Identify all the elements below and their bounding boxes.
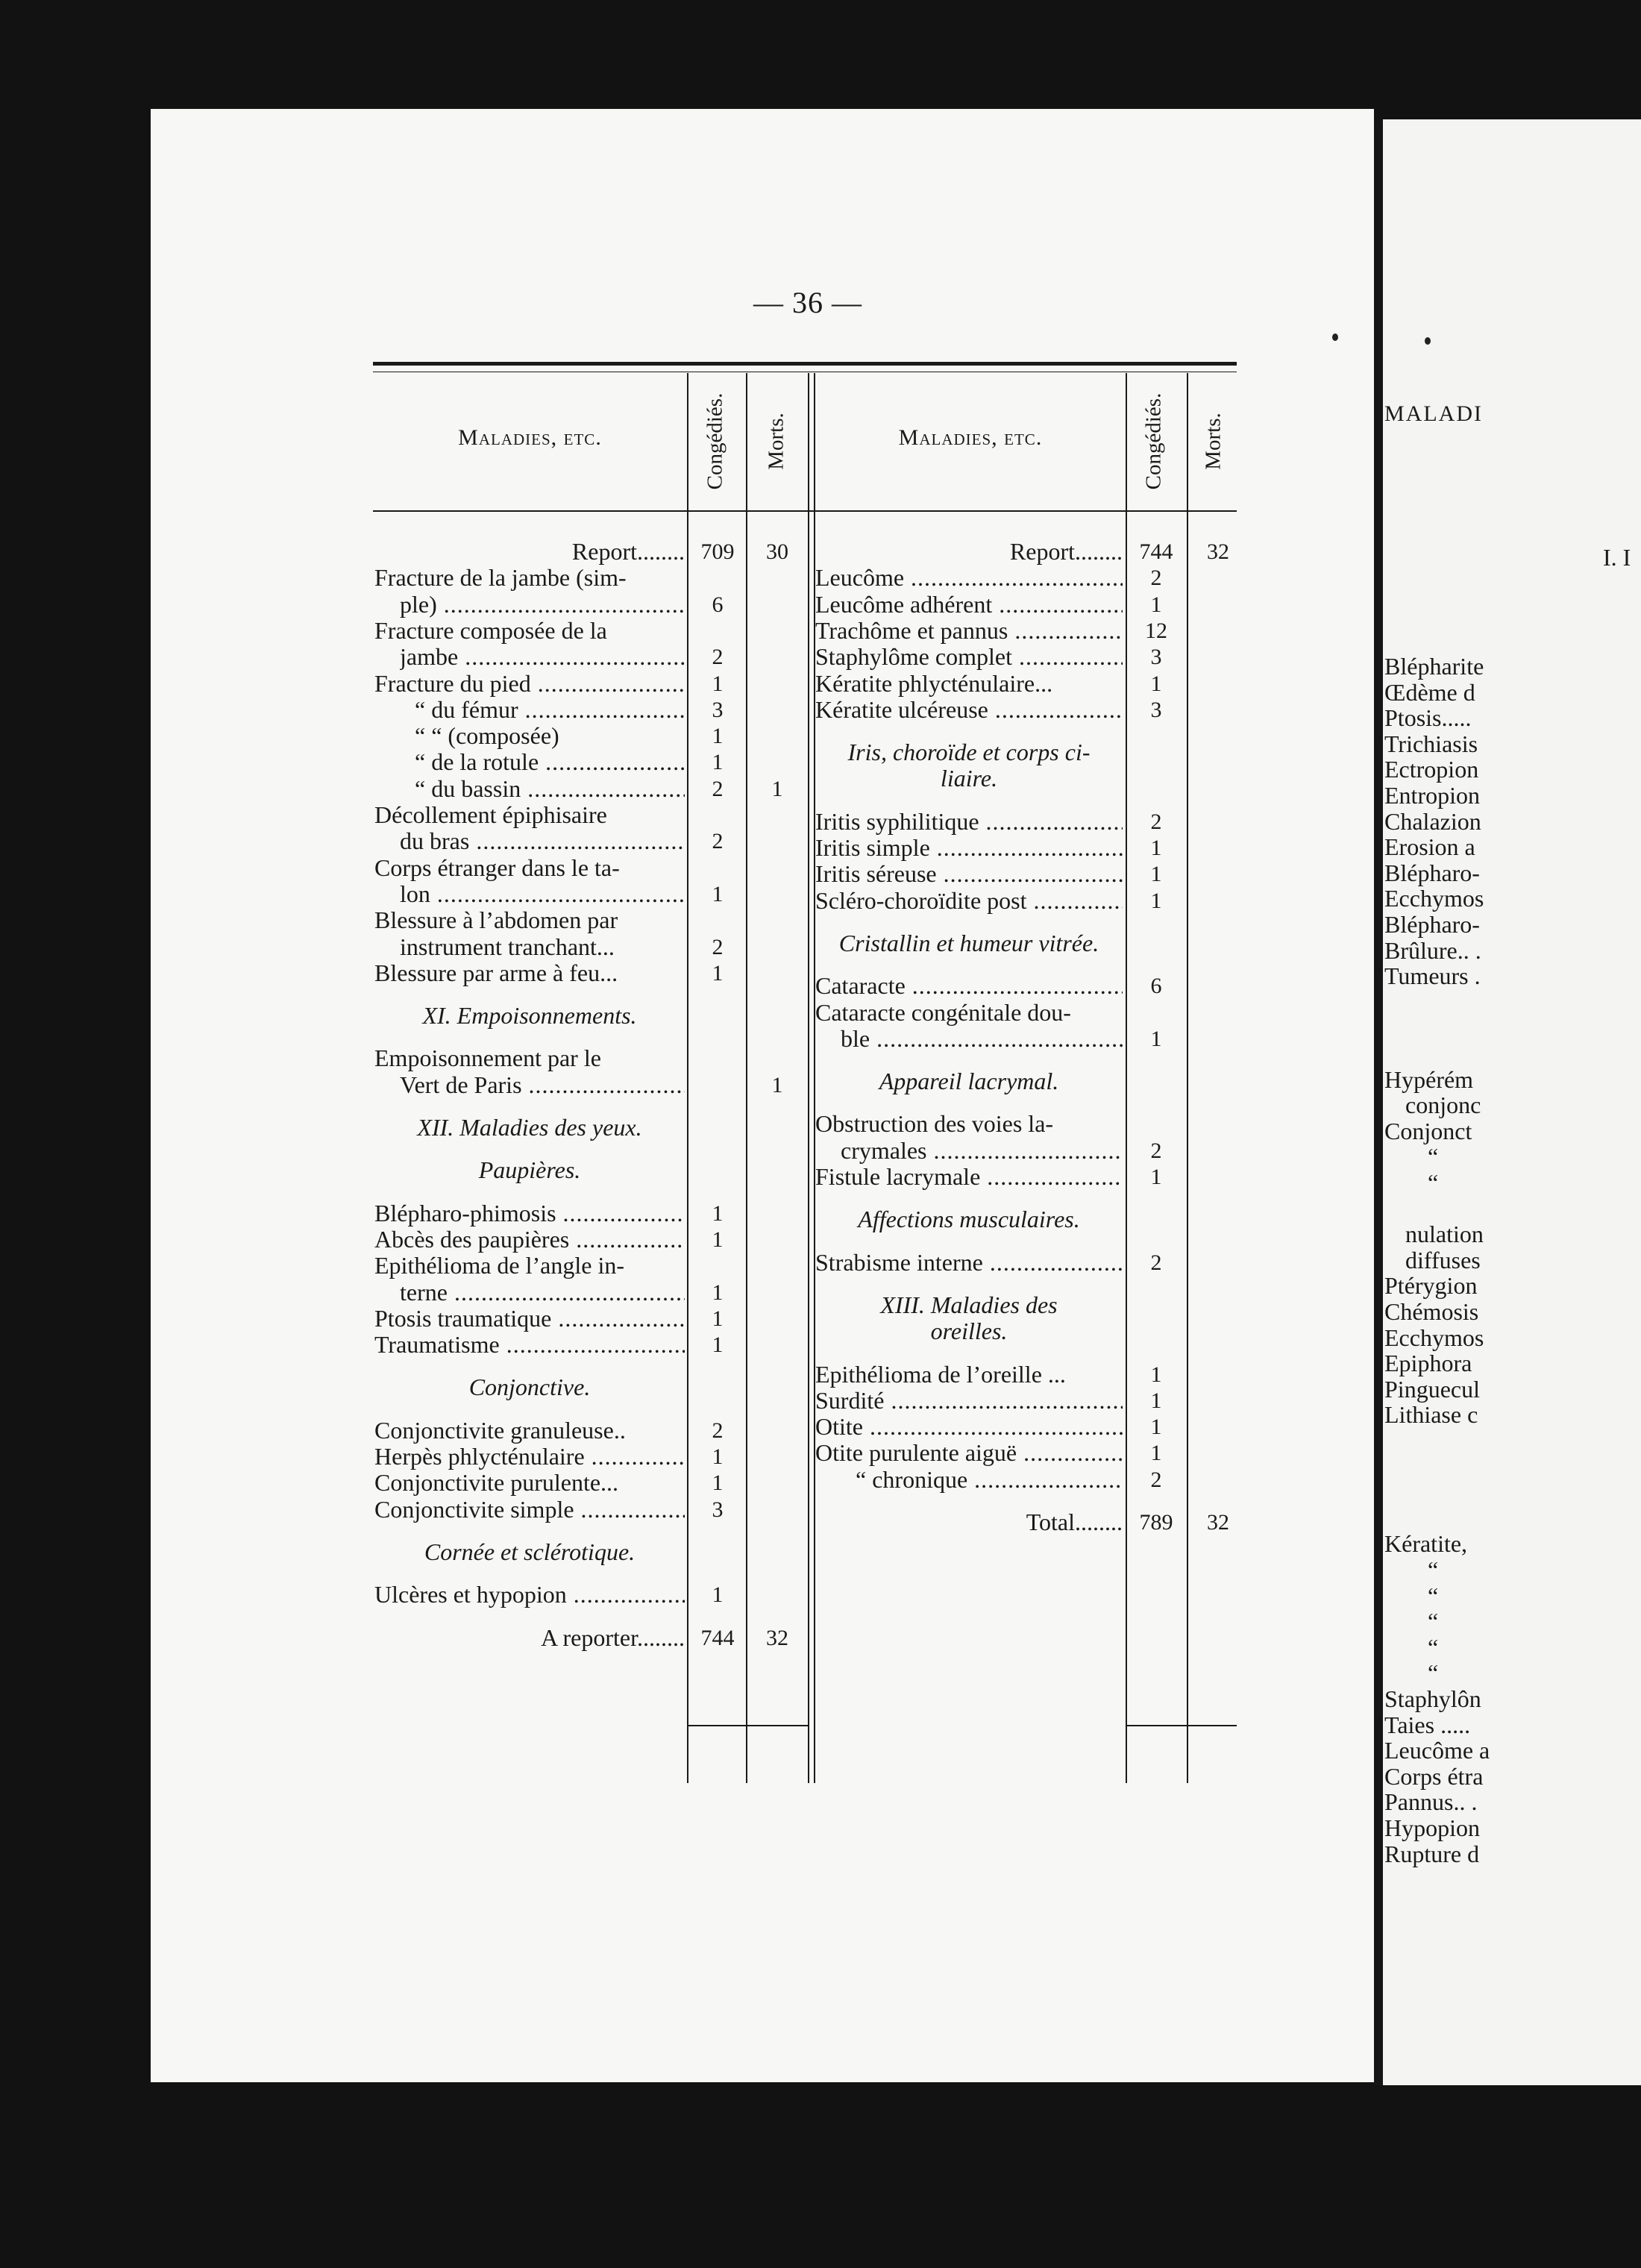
disease-label: Obstruction des voies la- <box>815 1111 1054 1138</box>
table-row <box>815 592 1248 618</box>
discharged-count: 2 <box>712 829 724 854</box>
disease-label: Conjonctivite simple ..... <box>374 1497 685 1523</box>
table-row <box>374 1306 807 1332</box>
disease-label: Iritis syphilitique ..... <box>815 809 1123 835</box>
discharged-count: 3 <box>1150 645 1162 670</box>
disease-label: Trachôme et pannus ..... <box>815 618 1123 644</box>
fragment-line: “ <box>1428 1169 1439 1196</box>
table-row <box>374 1072 807 1098</box>
table-row <box>815 1138 1248 1164</box>
section-heading <box>374 1374 807 1400</box>
table-row <box>374 934 807 960</box>
disease-label: Leucôme adhérent ..... <box>815 592 1123 618</box>
discharged-count: 6 <box>712 592 724 617</box>
table-row <box>815 1362 1248 1388</box>
table-row <box>815 1026 1248 1052</box>
disease-label: Conjonctivite purulente... <box>374 1470 619 1497</box>
section-heading <box>815 765 1248 792</box>
discharged-count: 1 <box>1150 1441 1162 1466</box>
fragment-line: Leucôme a <box>1384 1737 1490 1764</box>
discharged-count: 3 <box>712 1497 724 1522</box>
speck <box>1332 333 1338 341</box>
disease-label: Blessure par arme à feu... <box>374 959 618 986</box>
deaths-count: 30 <box>766 539 788 564</box>
section-heading <box>815 1318 1248 1344</box>
disease-label: “ chronique ..... <box>856 1467 1123 1493</box>
fragment-line: Tumeurs . <box>1384 962 1481 990</box>
table-row <box>815 973 1248 999</box>
fragment-line: “ <box>1428 1659 1439 1687</box>
discharged-count: 1 <box>712 1227 724 1252</box>
deaths-count: 1 <box>771 776 783 801</box>
fragment-line: Blépharo- <box>1384 859 1480 886</box>
disease-label: Vert de Paris ..... <box>400 1072 685 1098</box>
fragment-line: Œdème d <box>1384 678 1475 706</box>
speck <box>1425 337 1431 345</box>
disease-label: Kératite ulcéreuse ..... <box>815 697 1123 723</box>
discharged-count: 2 <box>1150 566 1162 591</box>
disease-label: Fistule lacrymale ..... <box>815 1164 1123 1190</box>
discharged-count: 1 <box>1150 1165 1162 1189</box>
discharged-count: 3 <box>1150 697 1162 722</box>
section-heading <box>815 1206 1248 1232</box>
disease-label: lon ..... <box>400 881 685 907</box>
section-title: XIII. Maladies des <box>880 1291 1058 1318</box>
disease-label: Iritis séreuse ..... <box>815 861 1123 887</box>
table-row <box>374 697 807 723</box>
deaths-count: 32 <box>1207 539 1229 564</box>
section-title: XI. Empoisonnements. <box>422 1002 637 1030</box>
section-title: oreilles. <box>930 1318 1008 1345</box>
discharged-count: 1 <box>1150 1415 1162 1440</box>
table-row <box>815 1000 1248 1026</box>
table-row <box>815 644 1248 670</box>
discharged-count: 1 <box>1150 671 1162 696</box>
section-heading <box>815 1068 1248 1094</box>
fragment-line: Pinguecul <box>1384 1375 1480 1403</box>
disease-label: Scléro-choroïdite post ..... <box>815 888 1123 914</box>
discharged-count: 1 <box>1150 888 1162 913</box>
right-page <box>1383 119 1641 2085</box>
table-row <box>374 1227 807 1253</box>
fragment-line: Ptérygion <box>1384 1272 1478 1300</box>
disease-label: Leucôme ..... <box>815 565 1123 591</box>
fragment-line: Brûlure.. . <box>1384 936 1481 964</box>
discharged-count: 2 <box>712 645 724 670</box>
discharged-count: 1 <box>712 1306 724 1331</box>
table-row <box>815 1111 1248 1137</box>
table-row <box>374 1497 807 1523</box>
disease-label: “ de la rotule ..... <box>415 749 685 775</box>
discharged-count: 2 <box>712 934 724 959</box>
table-row <box>374 723 807 749</box>
disease-label: Corps étranger dans le ta- <box>374 854 620 881</box>
table-row <box>374 881 807 907</box>
fragment-line: Ecchymos <box>1384 1323 1484 1351</box>
disease-label: instrument tranchant... <box>400 933 615 960</box>
fragment-line: Erosion a <box>1384 833 1475 861</box>
disease-label: Staphylôme complet ..... <box>815 644 1123 670</box>
section-title: Affections musculaires. <box>858 1206 1080 1233</box>
discharged-count: 1 <box>712 724 724 749</box>
disease-label: Epithélioma de l’angle in- <box>374 1253 624 1279</box>
disease-label: ble ..... <box>841 1026 1123 1052</box>
fragment-line: Ptosis..... <box>1384 704 1472 732</box>
left-header-col1: Congédiés. <box>703 392 727 490</box>
discharged-count: 2 <box>712 776 724 801</box>
fragment-line: Corps étra <box>1384 1762 1484 1790</box>
table-row <box>374 1582 807 1608</box>
disease-label: Fracture composée de la <box>374 617 607 644</box>
disease-label: Fracture de la jambe (sim- <box>374 565 627 592</box>
disease-label: Surdité ..... <box>815 1388 1123 1414</box>
discharged-count: 2 <box>1150 1250 1162 1275</box>
fragment-line: Hypérém <box>1384 1065 1474 1093</box>
discharged-count: 1 <box>1150 862 1162 887</box>
section-title: Paupières. <box>478 1156 581 1184</box>
discharged-count: 1 <box>712 1470 724 1496</box>
section-heading <box>815 1292 1248 1318</box>
discharged-count: 789 <box>1139 1510 1173 1535</box>
table-row <box>374 1253 807 1279</box>
fragment-line: nulation <box>1405 1221 1484 1248</box>
disease-label: Décollement épiphisaire <box>374 802 607 828</box>
deaths-count: 1 <box>771 1072 783 1097</box>
discharged-count: 1 <box>712 881 724 906</box>
table-row <box>374 539 807 565</box>
section-heading <box>374 1115 807 1141</box>
discharged-count: 1 <box>712 750 724 775</box>
table-row <box>374 907 807 933</box>
disease-label: Report........ <box>1009 539 1123 565</box>
total-row <box>374 1625 807 1651</box>
discharged-count: 1 <box>712 1279 724 1305</box>
disease-label: Ptosis traumatique ..... <box>374 1306 685 1332</box>
left-header-col2: Morts. <box>764 413 788 470</box>
table-row <box>374 1200 807 1227</box>
fragment-line: Ectropion <box>1384 756 1479 783</box>
table-row <box>374 592 807 618</box>
discharged-count: 1 <box>712 960 724 986</box>
disease-label: Fracture du pied ..... <box>374 671 685 697</box>
right-header-label: Maladies, etc. <box>898 425 1043 450</box>
table-row <box>374 828 807 854</box>
discharged-count: 6 <box>1150 974 1162 999</box>
fragment-line: Trichiasis <box>1384 730 1478 757</box>
fragment-line: Chalazion <box>1384 807 1481 835</box>
section-heading <box>815 930 1248 956</box>
discharged-count: 1 <box>712 671 724 696</box>
header-bottom-rule <box>373 510 1237 512</box>
fragment-line: “ <box>1428 1143 1439 1171</box>
section-title: liaire. <box>940 765 998 792</box>
fragment-line: “ <box>1428 1556 1439 1583</box>
fragment-line: “ <box>1428 1608 1439 1635</box>
fragment-line: Ecchymos <box>1384 885 1484 912</box>
disease-label: Herpès phlycténulaire ..... <box>374 1444 685 1470</box>
table-row <box>815 1164 1248 1190</box>
disease-label: Total........ <box>1026 1509 1123 1535</box>
fragment-line: Entropion <box>1384 782 1480 809</box>
section-title: XII. Maladies des yeux. <box>417 1114 642 1141</box>
fragment-header: MALADI <box>1384 401 1483 426</box>
disease-label: du bras ..... <box>400 828 685 854</box>
disease-label: terne ..... <box>400 1279 685 1306</box>
table-row <box>374 802 807 828</box>
disease-label: Strabisme interne ..... <box>815 1250 1123 1276</box>
table-row <box>374 1045 807 1071</box>
right-header-col2: Morts. <box>1201 413 1226 470</box>
table-row <box>374 671 807 697</box>
table-row <box>815 809 1248 835</box>
table-row <box>374 776 807 802</box>
fragment-line: “ <box>1428 1633 1439 1661</box>
fragment-line: Staphylôn <box>1384 1685 1481 1712</box>
discharged-count: 744 <box>1139 539 1173 564</box>
fragment-line: Blépharo- <box>1384 911 1480 938</box>
discharged-count: 744 <box>700 1625 735 1650</box>
discharged-count: 2 <box>1150 1467 1162 1492</box>
disease-label: ple) ..... <box>400 592 685 618</box>
table-row <box>374 1444 807 1470</box>
disease-label: Blépharo-phimosis ..... <box>374 1200 685 1227</box>
fragment-line: “ <box>1428 1582 1439 1609</box>
disease-label: Iritis simple ..... <box>815 835 1123 861</box>
disease-label: Epithélioma de l’oreille ... <box>815 1361 1066 1388</box>
disease-label: “ du fémur ..... <box>415 697 685 723</box>
table-row <box>815 618 1248 644</box>
table-row <box>815 1467 1248 1493</box>
middle-double-rule-a <box>808 373 809 1783</box>
table-row <box>815 861 1248 887</box>
discharged-count: 1 <box>712 1200 724 1226</box>
discharged-count: 3 <box>712 697 724 722</box>
table-row <box>815 1414 1248 1440</box>
disease-label: Traumatisme ..... <box>374 1332 685 1358</box>
fragment-line: Conjonct <box>1384 1117 1472 1144</box>
discharged-count: 1 <box>712 1444 724 1469</box>
fragment-line: Pannus.. . <box>1384 1788 1478 1816</box>
fragment-line: Kératite, <box>1384 1530 1468 1558</box>
section-heading <box>815 739 1248 765</box>
fragment-line: Epiphora <box>1384 1350 1472 1377</box>
discharged-count: 1 <box>1150 592 1162 617</box>
fragment-line: Chémosis <box>1384 1298 1479 1325</box>
right-total-rule <box>1127 1725 1237 1726</box>
disease-label: “ du bassin ..... <box>415 776 685 802</box>
fragment-line: Lithiase c <box>1384 1401 1478 1429</box>
discharged-count: 1 <box>1150 1362 1162 1387</box>
left-header-label: Maladies, etc. <box>458 425 602 450</box>
table-row <box>374 855 807 881</box>
disease-label: Otite purulente aiguë ..... <box>815 1440 1123 1466</box>
section-title: Iris, choroïde et corps ci- <box>847 739 1091 766</box>
table-row <box>374 1418 807 1444</box>
total-row <box>815 1509 1248 1535</box>
discharged-count: 1 <box>1150 836 1162 860</box>
section-heading <box>374 1539 807 1565</box>
fragment-line: conjonc <box>1405 1091 1481 1119</box>
discharged-count: 1 <box>712 1582 724 1608</box>
discharged-count: 2 <box>712 1418 724 1443</box>
fragment-line: Rupture d <box>1384 1840 1480 1867</box>
fragment-line: Taies ..... <box>1384 1711 1471 1738</box>
discharged-count: 12 <box>1145 618 1167 643</box>
disease-label: Conjonctivite granuleuse.. <box>374 1417 626 1444</box>
section-title: Cornée et sclérotique. <box>424 1538 636 1565</box>
disease-label: jambe ..... <box>400 644 685 670</box>
table-row <box>815 565 1248 591</box>
table-row <box>815 539 1248 565</box>
disease-label: Cataracte ..... <box>815 973 1123 999</box>
discharged-count: 2 <box>1150 1138 1162 1163</box>
disease-label: Ulcères et hypopion ..... <box>374 1582 685 1608</box>
discharged-count: 2 <box>1150 809 1162 834</box>
table-row <box>815 697 1248 723</box>
table-row <box>815 671 1248 697</box>
discharged-count: 1 <box>1150 1388 1162 1413</box>
discharged-count: 1 <box>1150 1026 1162 1051</box>
disease-label: Kératite phlycténulaire... <box>815 670 1053 697</box>
deaths-count: 32 <box>766 1625 788 1650</box>
table-row <box>815 1440 1248 1466</box>
left-total-rule <box>688 1725 808 1726</box>
disease-label: Cataracte congénitale dou- <box>815 999 1071 1026</box>
disease-label: Report........ <box>571 539 685 565</box>
disease-label: A reporter........ <box>541 1624 685 1651</box>
table-row <box>815 835 1248 861</box>
table-row <box>815 888 1248 914</box>
table-row <box>374 749 807 775</box>
disease-label: crymales ..... <box>841 1138 1123 1164</box>
section-heading <box>374 1157 807 1183</box>
fragment-section: I. I <box>1603 544 1631 571</box>
table-row <box>815 1388 1248 1414</box>
section-title: Cristallin et humeur vitrée. <box>838 929 1099 956</box>
table-row <box>374 1470 807 1496</box>
disease-label: Empoisonnement par le <box>374 1045 601 1072</box>
disease-label: “ “ (composée) <box>415 723 559 750</box>
table-row <box>815 1250 1248 1276</box>
disease-label: Otite ..... <box>815 1414 1123 1440</box>
page-number: — 36 — <box>753 286 862 319</box>
disease-label: Abcès des paupières ..... <box>374 1227 685 1253</box>
fragment-line: diffuses <box>1405 1246 1481 1274</box>
fragment-line: Blépharite <box>1384 653 1484 680</box>
disease-label: Blessure à l’abdomen par <box>374 907 618 934</box>
table-row <box>374 1279 807 1306</box>
book-gutter <box>1374 119 1383 2085</box>
right-header-col1: Congédiés. <box>1141 392 1166 490</box>
section-title: Conjonctive. <box>468 1373 591 1401</box>
section-heading <box>374 1003 807 1029</box>
deaths-count: 32 <box>1207 1510 1229 1535</box>
section-title: Appareil lacrymal. <box>879 1068 1059 1095</box>
table-row <box>374 644 807 670</box>
table-row <box>374 960 807 986</box>
discharged-count: 709 <box>700 539 735 564</box>
table-top-rule <box>373 362 1237 366</box>
table-row <box>374 565 807 591</box>
table-row <box>374 1332 807 1358</box>
table-row <box>374 618 807 644</box>
fragment-line: Hypopion <box>1384 1814 1480 1841</box>
discharged-count: 1 <box>712 1332 724 1358</box>
